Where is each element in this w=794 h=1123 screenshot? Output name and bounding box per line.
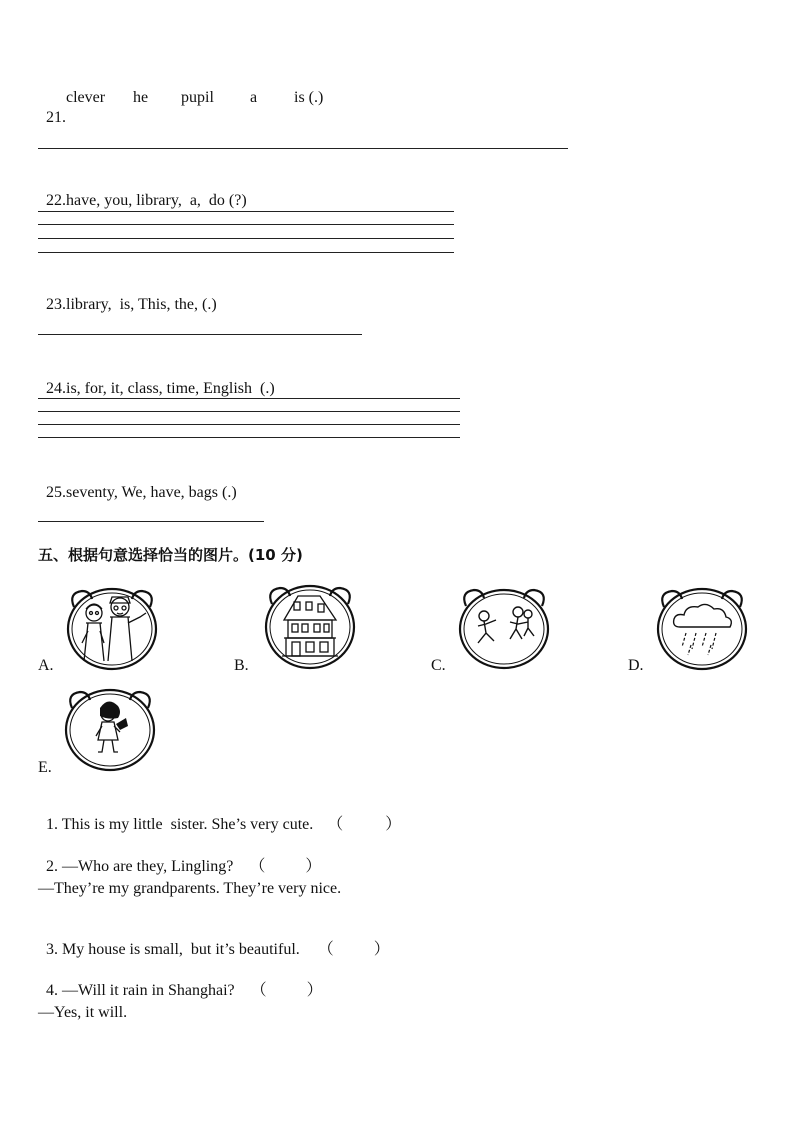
question-25 [38, 463, 237, 503]
option-a-picture[interactable] [64, 583, 160, 671]
four-line-writing-guide[interactable] [38, 211, 454, 212]
word-tile: is (.) [294, 89, 324, 106]
item-text: 3. My house is small, but it’s beautiful. [46, 941, 300, 958]
item-response-line: —Yes, it will. [38, 1004, 128, 1021]
question-words: have, you, library, a, do (?) [66, 192, 247, 209]
option-label: E. [38, 759, 52, 776]
option-b-picture[interactable] [262, 580, 358, 670]
question-separator: . [62, 484, 66, 501]
item-response-line: —They’re my grandparents. They’re very nice. [38, 880, 342, 897]
answer-bracket-close[interactable]: ） [373, 941, 390, 958]
question-23 [38, 275, 217, 315]
little-girl-icon [62, 684, 158, 772]
question-separator: . [62, 192, 66, 209]
option-c-picture[interactable] [456, 584, 552, 670]
word-tile: he [133, 89, 149, 106]
section-title: 五、根据句意选择恰当的图片。(10 分) [38, 546, 303, 564]
question-number: 21 [46, 109, 62, 126]
question-number: 22 [46, 192, 62, 209]
item-text: 4. —Will it rain in Shanghai? [46, 982, 235, 999]
matching-item-2 [38, 837, 321, 877]
four-line-writing-guide[interactable] [38, 224, 454, 225]
question-number: 23 [46, 296, 62, 313]
matching-item-4 [38, 961, 323, 1001]
answer-bracket-open[interactable]: （ [249, 858, 266, 875]
four-line-writing-guide[interactable] [38, 437, 460, 438]
question-separator: . [62, 380, 66, 397]
option-label: D. [628, 657, 644, 674]
question-number: 25 [46, 484, 62, 501]
answer-bracket-close[interactable]: ） [305, 858, 322, 875]
answer-bracket-open[interactable]: （ [327, 816, 344, 833]
four-line-writing-guide[interactable] [38, 411, 460, 412]
item-text: 2. —Who are they, Lingling? [46, 858, 234, 875]
rain-cloud-icon [654, 583, 750, 671]
question-22 [38, 171, 247, 211]
question-separator: . [62, 296, 66, 313]
item-text: 1. This is my little sister. She’s very cute. [46, 816, 314, 833]
word-tile: clever [66, 89, 106, 106]
answer-bracket-close[interactable]: ） [306, 982, 323, 999]
answer-bracket-open[interactable]: （ [250, 982, 267, 999]
option-label: A. [38, 657, 54, 674]
question-number: 24 [46, 380, 62, 397]
grandparents-icon [64, 583, 160, 671]
question-24 [38, 359, 275, 399]
house-icon [262, 580, 358, 670]
matching-item-3 [38, 920, 390, 960]
option-e-picture[interactable] [62, 684, 158, 772]
four-line-writing-guide[interactable] [38, 398, 460, 399]
children-playing-icon [456, 584, 552, 670]
answer-line[interactable] [38, 334, 362, 335]
word-tile: pupil [181, 89, 214, 106]
option-d-picture[interactable] [654, 583, 750, 671]
option-label: C. [431, 657, 446, 674]
matching-item-1 [38, 795, 401, 835]
answer-line[interactable] [38, 148, 568, 149]
four-line-writing-guide[interactable] [38, 424, 460, 425]
word-tile: a [250, 89, 258, 106]
four-line-writing-guide[interactable] [38, 238, 454, 239]
answer-line[interactable] [38, 521, 264, 522]
four-line-writing-guide[interactable] [38, 252, 454, 253]
question-words: is, for, it, class, time, English (.) [66, 380, 275, 397]
option-label: B. [234, 657, 249, 674]
question-words: seventy, We, have, bags (.) [66, 484, 237, 501]
question-separator: . [62, 109, 70, 126]
question-words: library, is, This, the, (.) [66, 296, 217, 313]
answer-bracket-open[interactable]: （ [317, 941, 334, 958]
answer-bracket-close[interactable]: ） [385, 816, 402, 833]
